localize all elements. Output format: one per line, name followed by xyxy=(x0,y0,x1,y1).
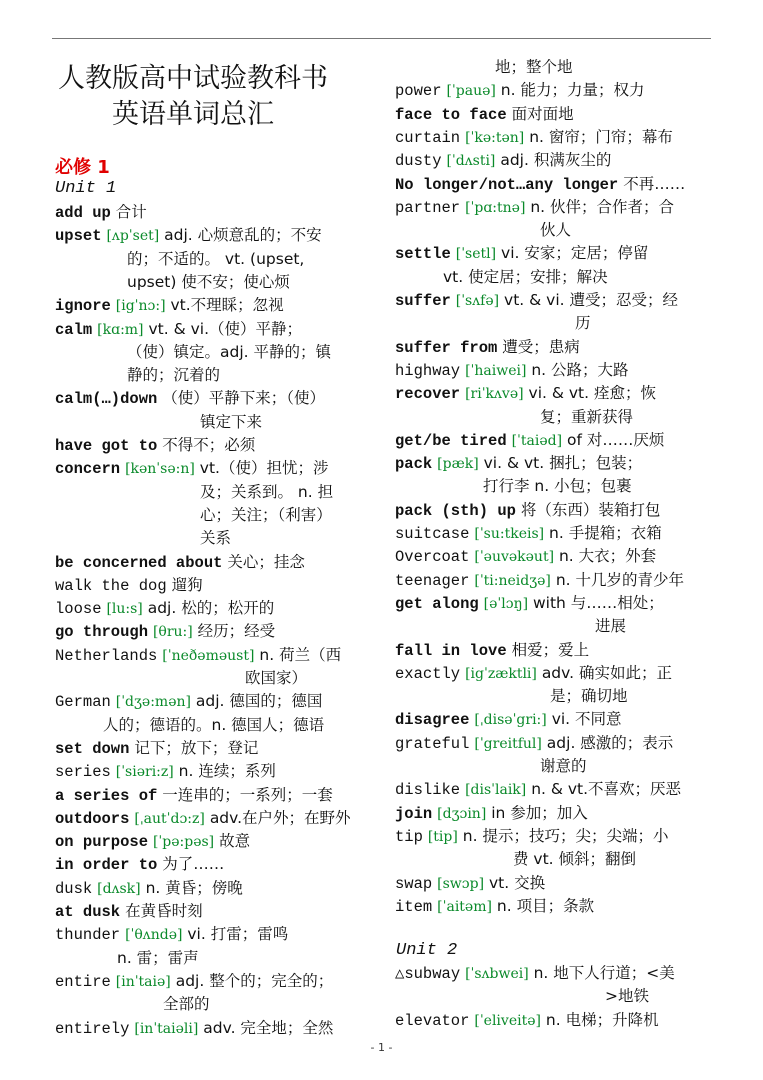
vocab-entry-line xyxy=(55,877,243,901)
vocab-entry-line xyxy=(605,985,649,1008)
vocab-word: calm xyxy=(55,320,93,339)
vocab-entry-line xyxy=(55,690,322,714)
phonetic: [pæk] xyxy=(437,456,479,473)
definition: vt. 使定居；安排；解决 xyxy=(443,267,608,286)
unit-2-heading: Unit 2 xyxy=(396,941,458,960)
vocab-entry-line xyxy=(395,103,574,127)
vocab-entry-line xyxy=(395,499,660,523)
vocab-entry-line xyxy=(55,923,288,947)
vocab-entry-line xyxy=(395,569,684,593)
vocab-entry-line xyxy=(127,271,290,294)
definition: n. 地下人行道；<美 xyxy=(533,964,675,982)
definition: 经历；经受 xyxy=(197,622,276,641)
phonetic: [inˈtaiə] xyxy=(115,973,171,990)
unit-1-heading: Unit 1 xyxy=(55,179,117,198)
vocab-entry-line xyxy=(540,219,571,242)
vocab-entry-line xyxy=(395,79,644,103)
vocab-word: △subway xyxy=(395,965,461,983)
vocab-word: tip xyxy=(395,827,423,846)
phonetic: [ˌdisəˈgri:] xyxy=(474,712,547,729)
vocab-word: Overcoat xyxy=(395,548,470,567)
vocab-word: elevator xyxy=(395,1011,470,1030)
vocab-word: grateful xyxy=(395,734,470,753)
vocab-word: highway xyxy=(395,361,461,380)
phonetic: [kɑ:m] xyxy=(97,321,144,338)
vocab-word: exactly xyxy=(395,664,461,683)
phonetic: [ˈgreitful] xyxy=(474,735,542,752)
definition: 记下；放下；登记 xyxy=(134,738,259,757)
vocab-entry-line xyxy=(127,341,331,364)
vocab-entry-line xyxy=(395,196,674,220)
vocab-entry-line xyxy=(540,755,587,778)
definition: 心；关注；（利害） xyxy=(200,505,332,524)
phonetic: [ˈneðəməust] xyxy=(162,647,255,664)
vocab-entry-line xyxy=(55,294,284,318)
vocab-word: in order to xyxy=(55,856,158,875)
definition: n. 能力；力量；权力 xyxy=(500,81,645,100)
vocab-entry-line xyxy=(395,429,664,453)
phonetic: [dʌsk] xyxy=(97,880,141,897)
vocab-entry-line xyxy=(395,126,673,150)
definition: （使）镇定。adj. 平静的；镇 xyxy=(127,342,331,361)
vocab-entry-line xyxy=(55,201,147,225)
vocab-entry-line xyxy=(245,667,307,690)
definition: vt. & vi. 遭受；忍受；经 xyxy=(504,291,678,309)
phonetic: [ˈsu:tkeis] xyxy=(474,526,545,542)
vocab-entry-line xyxy=(117,947,199,970)
vocab-word: loose xyxy=(55,600,102,619)
vocab-word: power xyxy=(395,82,442,101)
definition: 不得不；必须 xyxy=(162,436,256,454)
definition: adj. 积满灰尘的 xyxy=(500,151,612,170)
vocab-entry-line xyxy=(55,644,341,668)
phonetic: [ˈəuvəkəut] xyxy=(474,549,555,566)
vocab-entry-line xyxy=(55,434,255,458)
vocab-entry-line xyxy=(395,242,648,266)
definition: n. 手提箱；衣箱 xyxy=(549,524,662,542)
vocab-entry-line xyxy=(395,802,588,826)
vocab-word: settle xyxy=(395,245,451,264)
definition: 进展 xyxy=(595,617,627,636)
definition: adv. 完全地；全然 xyxy=(203,1018,334,1037)
phonetic: [tip] xyxy=(427,828,458,845)
phonetic: [ʌpˈset] xyxy=(106,228,160,245)
phonetic: [ˈpauə] xyxy=(446,83,496,100)
vocab-entry-line xyxy=(483,475,632,498)
phonetic: [ˈθʌndə] xyxy=(125,927,183,944)
vocab-word: partner xyxy=(395,198,461,217)
definition: n. 公路；大路 xyxy=(531,360,629,379)
definition: 故意 xyxy=(219,832,251,851)
phonetic: [ˈdʒə:mən] xyxy=(115,694,191,711)
definition: vi. 安家；定居；停留 xyxy=(501,244,649,263)
vocab-word: suffer from xyxy=(395,338,498,357)
vocab-word: on purpose xyxy=(55,833,149,852)
phonetic: [ˈkə:tən] xyxy=(465,129,525,146)
definition: 一连串的；一系列；一套 xyxy=(162,785,333,804)
vocab-entry-line xyxy=(103,714,324,737)
vocab-entry-line xyxy=(395,778,681,802)
vocab-word: get/be tired xyxy=(395,431,507,450)
phonetic: [ˈhaiwei] xyxy=(465,362,527,379)
definition: 人的；德语的。n. 德国人；德语 xyxy=(103,715,325,734)
definition: 关心；挂念 xyxy=(227,552,305,571)
vocab-entry-line xyxy=(395,522,662,546)
vocab-word: entire xyxy=(55,972,111,991)
definition: vi. & vt. 捆扎；包装； xyxy=(483,454,643,473)
vocab-word: get along xyxy=(395,594,479,613)
vocab-word: concern xyxy=(55,460,121,479)
definition: adj. 松的；松开的 xyxy=(147,599,275,618)
vocab-word: entirely xyxy=(55,1019,130,1038)
vocab-entry-line xyxy=(395,1009,659,1033)
definition: （使）平静下来；（使） xyxy=(162,389,326,408)
vocab-entry-line xyxy=(395,592,664,616)
vocab-entry-line xyxy=(55,737,258,761)
vocab-word: disagree xyxy=(395,711,470,730)
vocab-entry-line xyxy=(55,597,274,621)
definition: 复；重新获得 xyxy=(540,407,634,426)
definition: vi. 打雷；雷鸣 xyxy=(187,925,289,944)
vocab-entry-line xyxy=(127,248,304,271)
vocab-entry-line xyxy=(200,527,231,550)
vocab-entry-line xyxy=(395,895,594,919)
header-rule xyxy=(52,38,711,39)
phonetic: [ˈti:neidʒə] xyxy=(474,572,551,589)
vocab-word: outdoors xyxy=(55,809,130,828)
vocab-entry-line xyxy=(55,784,333,808)
vocab-entry-line xyxy=(200,481,333,504)
definition: 历 xyxy=(575,314,591,333)
definition: >地铁 xyxy=(605,987,649,1006)
definition: 谢意的 xyxy=(540,757,587,775)
vocab-word: dislike xyxy=(395,781,461,800)
vocab-word: suffer xyxy=(395,292,451,310)
phonetic: [kənˈsə:n] xyxy=(125,461,195,478)
vocab-entry-line xyxy=(200,504,332,527)
phonetic: [dʒɔin] xyxy=(437,805,487,822)
vocab-word: add up xyxy=(55,204,111,222)
vocab-word: ignore xyxy=(55,297,111,316)
definition: n. 连续；系列 xyxy=(178,762,276,781)
vocab-entry-line xyxy=(55,620,275,644)
definition: adj. 心烦意乱的；不安 xyxy=(164,226,322,245)
vocab-entry-line xyxy=(395,452,642,476)
definition: n. 十几岁的青少年 xyxy=(555,570,685,589)
vocab-entry-line xyxy=(55,551,305,575)
vocab-entry-line xyxy=(395,336,580,360)
vocab-entry-line xyxy=(395,662,672,686)
definition: adv. 确实如此；正 xyxy=(541,663,672,682)
vocab-word: upset xyxy=(55,227,102,246)
definition: 不再…… xyxy=(623,174,686,193)
vocab-word: Netherlands xyxy=(55,646,158,665)
vocab-word: thunder xyxy=(55,926,121,945)
vocab-entry-line xyxy=(575,312,591,335)
vocab-entry-line xyxy=(55,387,325,411)
vocab-word: have got to xyxy=(55,437,158,455)
phonetic: [disˈlaik] xyxy=(465,782,527,799)
phonetic: [ˈsiəri:z] xyxy=(115,764,174,781)
phonetic: [ˈpə:pəs] xyxy=(152,834,215,851)
vocab-entry-line xyxy=(540,406,633,429)
vocab-word: set down xyxy=(55,739,130,758)
page-number: - 1 - xyxy=(370,1041,393,1054)
vocab-entry-line xyxy=(55,900,203,924)
vocab-word: dusk xyxy=(55,879,93,898)
definition: vi. & vt. 痊愈；恢 xyxy=(528,384,656,403)
vocab-word: dusty xyxy=(395,152,442,171)
definition: vt. 交换 xyxy=(489,873,546,892)
definition: 为了…… xyxy=(162,855,225,874)
phonetic: [ˈaitəm] xyxy=(437,898,492,915)
definition: adv.在户外；在野外 xyxy=(209,808,351,827)
definition: 将（东西）装箱打包 xyxy=(520,500,661,519)
definition: n. 项目；条款 xyxy=(496,896,595,915)
definition: 的；不适的。 vt. (upset, xyxy=(127,249,305,268)
phonetic: [ˌautˈdɔ:z] xyxy=(134,810,205,827)
vocab-entry-line xyxy=(395,639,589,663)
vocab-word: curtain xyxy=(395,128,461,147)
definition: 合计 xyxy=(115,203,147,221)
vocab-word: be concerned about xyxy=(55,553,223,572)
definition: 关系 xyxy=(200,529,232,548)
phonetic: [ˈtaiəd] xyxy=(511,432,563,449)
definition: 伙人 xyxy=(540,221,572,240)
definition: 全部的 xyxy=(163,995,210,1014)
vocab-word: item xyxy=(395,897,433,916)
vocab-entry-line xyxy=(55,807,351,831)
definition: upset) 使不安；使心烦 xyxy=(127,272,290,291)
definition: n. 荷兰（西 xyxy=(259,645,342,664)
definition: in 参加；加入 xyxy=(491,803,588,822)
vocab-entry-line xyxy=(395,545,656,569)
phonetic: [θru:] xyxy=(152,624,193,641)
vocab-entry-line xyxy=(395,173,685,197)
definition: 地；整个地 xyxy=(495,58,573,76)
vocab-entry-line xyxy=(395,359,629,383)
vocab-word: series xyxy=(55,763,111,782)
vocab-word: calm(…)down xyxy=(55,390,158,409)
vocab-word: a series of xyxy=(55,786,158,805)
vocab-entry-line xyxy=(395,289,678,313)
vocab-entry-line xyxy=(550,685,628,708)
vocab-word: German xyxy=(55,693,111,712)
vocab-entry-line xyxy=(395,732,673,756)
phonetic: [ˈsʌbwei] xyxy=(465,966,529,982)
definition: n. 窗帘；门帘；幕布 xyxy=(529,127,673,146)
phonetic: [əˈlɔŋ] xyxy=(483,595,529,612)
definition: of 对……厌烦 xyxy=(566,430,665,449)
vocab-word: recover xyxy=(395,385,461,404)
vocab-entry-line xyxy=(55,1017,333,1041)
vocab-entry-line xyxy=(127,364,220,387)
definition: 遭受；患病 xyxy=(502,337,580,356)
vocab-entry-line xyxy=(55,830,250,854)
vocab-word: pack xyxy=(395,455,433,474)
phonetic: [ˈpɑ:tnə] xyxy=(465,199,526,216)
vocab-word: teenager xyxy=(395,571,470,590)
phonetic: [igˈzæktli] xyxy=(465,665,537,682)
definition: vi. 不同意 xyxy=(551,710,622,729)
vocab-entry-line xyxy=(55,224,322,248)
phonetic: [inˈtaiəli] xyxy=(134,1020,199,1037)
definition: 静的；沉着的 xyxy=(127,366,221,385)
vocab-entry-line xyxy=(200,411,262,434)
vocab-entry-line xyxy=(395,962,675,986)
vocab-entry-line xyxy=(595,615,626,638)
definition: vt. & vi.（使）平静； xyxy=(148,319,302,338)
vocab-word: swap xyxy=(395,874,433,893)
definition: n. & vt.不喜欢；厌恶 xyxy=(531,780,682,799)
definition: n. 大衣；外套 xyxy=(558,547,657,566)
definition: 欧国家） xyxy=(245,669,308,687)
definition: 遛狗 xyxy=(171,575,203,594)
definition: adj. 德国的；德国 xyxy=(195,692,323,711)
vocab-entry-line xyxy=(395,825,668,849)
definition: n. 提示；技巧；尖；尖端；小 xyxy=(462,826,669,845)
vocab-entry-line xyxy=(55,970,333,994)
vocab-entry-line xyxy=(163,993,210,1016)
vocab-entry-line xyxy=(495,56,573,79)
definition: 是；确切地 xyxy=(550,687,628,706)
vocab-entry-line xyxy=(55,574,203,598)
definition: vt.（使）担忧；涉 xyxy=(199,459,329,478)
definition: n. 雷；雷声 xyxy=(117,948,199,967)
vocab-entry-line xyxy=(55,853,224,877)
vocab-entry-line xyxy=(513,848,636,871)
definition: 相爱；爱上 xyxy=(511,640,590,659)
vocab-entry-line xyxy=(55,760,276,784)
definition: 在黄昏时刻 xyxy=(125,902,203,920)
vocab-word: join xyxy=(395,804,433,823)
definition: n. 电梯；升降机 xyxy=(545,1010,659,1029)
section-heading: 必修 1 xyxy=(55,157,110,178)
phonetic: [igˈnɔ:] xyxy=(115,298,166,315)
definition: vt.不理睬；忽视 xyxy=(170,296,284,315)
vocab-entry-line xyxy=(443,266,608,289)
vocab-entry-line xyxy=(395,708,622,732)
vocab-word: at dusk xyxy=(55,903,121,921)
definition: 及；关系到。 n. 担 xyxy=(200,482,334,501)
vocab-entry-line xyxy=(395,872,545,896)
document-title-line2: 英语单词总汇 xyxy=(112,99,274,130)
document-title-line1: 人教版高中试验教科书 xyxy=(58,63,328,94)
vocab-word: walk the dog xyxy=(55,576,167,595)
definition: n. 黄昏；傍晚 xyxy=(145,878,243,897)
vocab-word: face to face xyxy=(395,105,507,124)
definition: adj. 整个的；完全的； xyxy=(175,971,334,990)
phonetic: [lu:s] xyxy=(106,601,143,618)
vocab-word: fall in love xyxy=(395,641,507,660)
vocab-word: suitcase xyxy=(395,525,470,543)
phonetic: [swɔp] xyxy=(437,875,485,892)
definition: adj. 感激的；表示 xyxy=(546,733,674,752)
vocab-entry-line xyxy=(395,382,656,406)
vocab-entry-line xyxy=(55,457,328,481)
definition: 费 vt. 倾斜；翻倒 xyxy=(513,850,637,869)
definition: 打行李 n. 小包；包裹 xyxy=(483,477,632,496)
vocab-entry-line xyxy=(55,318,302,342)
phonetic: [ˈeliveitə] xyxy=(474,1012,541,1029)
phonetic: [riˈkʌvə] xyxy=(465,386,524,403)
definition: 镇定下来 xyxy=(200,412,263,431)
vocab-entry-line xyxy=(395,149,611,173)
phonetic: [ˈdʌsti] xyxy=(446,153,496,170)
vocab-word: go through xyxy=(55,623,149,642)
definition: 面对面地 xyxy=(511,104,574,123)
phonetic: [ˈsʌfə] xyxy=(455,293,500,309)
phonetic: [ˈsetl] xyxy=(455,246,497,263)
definition: with 与……相处； xyxy=(533,593,664,612)
vocab-word: pack (sth) up xyxy=(395,501,516,520)
vocab-word: No longer/not…any longer xyxy=(395,175,619,194)
definition: n. 伙伴；合作者；合 xyxy=(530,197,675,216)
